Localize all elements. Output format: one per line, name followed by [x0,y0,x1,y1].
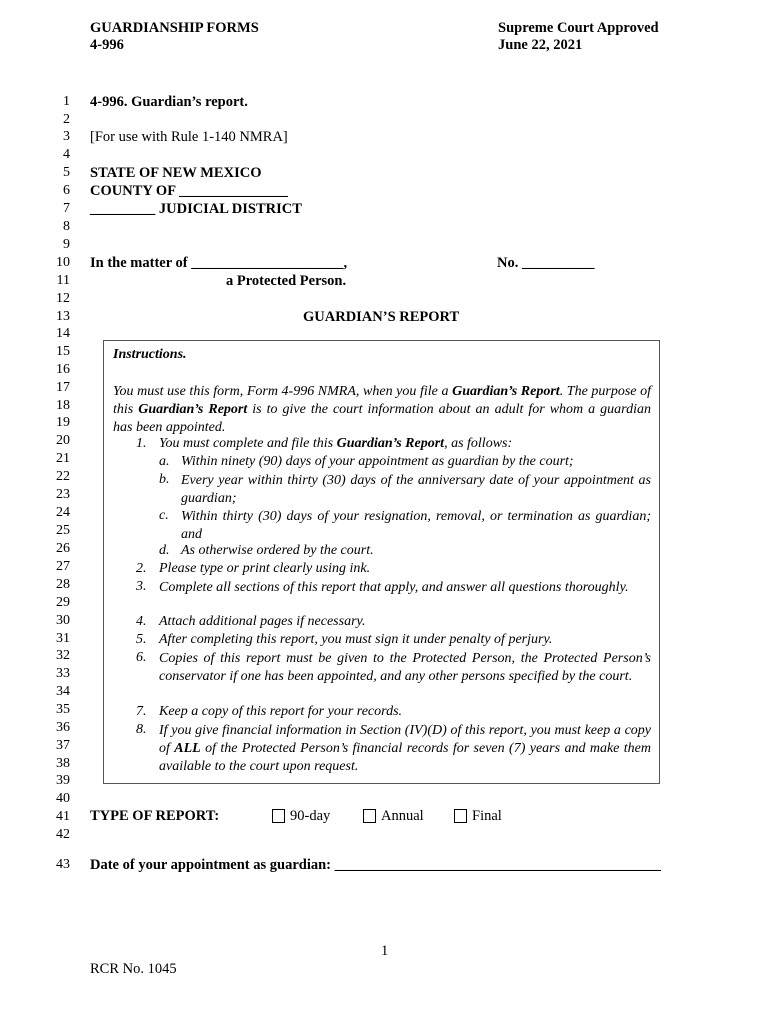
line-number: 23 [56,487,70,502]
matter-line: In the matter of _____________________, [90,255,348,271]
list-number: 5. [136,632,147,647]
line-number: 27 [56,559,70,574]
district-line: _________ JUDICIAL DISTRICT [90,201,302,217]
line-number: 4 [63,147,70,162]
line-number: 32 [56,648,70,663]
list-number: 4. [136,614,147,629]
intro-text: You must use this form, Form 4-996 NMRA, when you file a [113,384,453,399]
line-number: 39 [56,773,70,788]
intro-emphasis: Guardian’s Report [138,401,248,417]
sub-list-letter: a. [159,454,170,469]
rcr-number: RCR No. 1045 [90,961,177,977]
item-text: , as follows: [444,436,513,451]
list-number: 6. [136,650,147,665]
list-item: Complete all sections of this report that apply, and answer all questions thoroughly. [159,580,629,595]
line-number: 13 [56,309,70,324]
list-item [159,722,651,775]
list-number: 3. [136,579,147,594]
line-number: 33 [56,666,70,681]
line-number: 41 [56,809,70,824]
line-number: 43 [56,857,70,872]
list-item: Attach additional pages if necessary. [159,614,366,629]
line-number: 30 [56,613,70,628]
line-number: 42 [56,827,70,842]
checkbox-annual[interactable] [363,809,376,823]
sub-list-letter: b. [159,472,170,487]
line-number: 24 [56,505,70,520]
list-number: 1. [136,436,147,451]
item-text: If you give financial information in Section (IV)(D) of this report, you must keep a copy of [159,723,651,756]
line-number: 6 [63,183,70,198]
header-form-series: GUARDIANSHIP FORMS [90,20,259,36]
line-number: 34 [56,684,70,699]
item-emphasis: ALL [174,740,201,756]
instructions-heading: Instructions. [113,347,187,362]
item-text: You must complete and file this [159,436,337,451]
line-number: 29 [56,595,70,610]
line-number: 11 [56,273,70,288]
header-date: June 22, 2021 [498,37,583,53]
appointment-date-field[interactable]: Date of your appointment as guardian: _____________________________________________ [90,857,661,873]
item-emphasis: Guardian’s Report [336,436,445,451]
line-number: 16 [56,362,70,377]
list-item: Keep a copy of this report for your records. [159,704,403,719]
form-title: 4-996. Guardian’s report. [90,94,248,110]
sub-list-item: As otherwise ordered by the court. [181,543,374,558]
protected-person-line: a Protected Person. [226,273,347,289]
line-number: 3 [63,129,70,144]
option-final-label: Final [472,808,502,824]
list-number: 2. [136,561,147,576]
intro-text: . The purpose of this [113,384,652,417]
line-number: 20 [56,433,70,448]
list-item: Please type or print clearly using ink. [159,561,371,576]
sub-list-item: Within ninety (90) days of your appointment as guardian by the court; [181,454,574,469]
list-item: After completing this report, you must sign it under penalty of perjury. [159,632,553,647]
county-line: COUNTY OF _______________ [90,183,288,199]
line-number: 10 [56,255,70,270]
line-number: 19 [56,415,70,430]
instructions-intro [113,383,651,436]
line-number: 2 [63,112,70,127]
list-number: 7. [136,704,147,719]
checkbox-final[interactable] [454,809,467,823]
option-90-day-label: 90-day [290,808,331,824]
list-item: Copies of this report must be given to the Protected Person, the Protected Person’s conservator if one has been appointed, and any other persons specified by the court. [159,651,651,684]
line-number: 38 [56,756,70,771]
line-number: 5 [63,165,70,180]
line-number: 28 [56,577,70,592]
line-number: 15 [56,344,70,359]
line-number: 37 [56,738,70,753]
sub-list-item: Within thirty (30) days of your resignation, removal, or termination as guardian; and [181,509,651,542]
option-annual-label: Annual [381,808,424,824]
line-number: 9 [63,237,70,252]
line-number: 35 [56,702,70,717]
line-number: 8 [63,219,70,234]
page-number: 1 [381,943,389,959]
header-form-number: 4-996 [90,37,124,53]
list-number: 8. [136,722,147,737]
intro-emphasis: Guardian’s Report [452,384,560,399]
list-item [159,436,512,452]
line-number: 25 [56,523,70,538]
line-number: 22 [56,469,70,484]
state-line: STATE OF NEW MEXICO [90,165,262,181]
case-number: No. __________ [497,255,595,271]
header-approval: Supreme Court Approved [498,20,659,36]
checkbox-90-day[interactable] [272,809,285,823]
line-number: 18 [56,398,70,413]
item-text: of the Protected Person’s financial records for seven (7) years and make them available to the court upon request. [159,740,651,774]
line-number: 21 [56,451,70,466]
line-number: 36 [56,720,70,735]
line-number: 31 [56,631,70,646]
line-number: 1 [63,94,70,109]
intro-text: is to give the court information about an adult for whom a guardian has been appointed. [113,401,652,435]
line-number: 17 [56,380,70,395]
line-number: 12 [56,291,70,306]
line-number: 14 [56,326,70,341]
sub-list-item: Every year within thirty (30) days of the anniversary date of your appointment as guardian; [181,473,651,506]
line-number: 26 [56,541,70,556]
rule-reference: [For use with Rule 1-140 NMRA] [90,129,288,145]
line-number: 7 [63,201,70,216]
report-heading: GUARDIAN’S REPORT [303,309,460,325]
line-number: 40 [56,791,70,806]
sub-list-letter: d. [159,543,170,558]
sub-list-letter: c. [159,508,169,523]
report-type-label: TYPE OF REPORT: [90,808,220,824]
